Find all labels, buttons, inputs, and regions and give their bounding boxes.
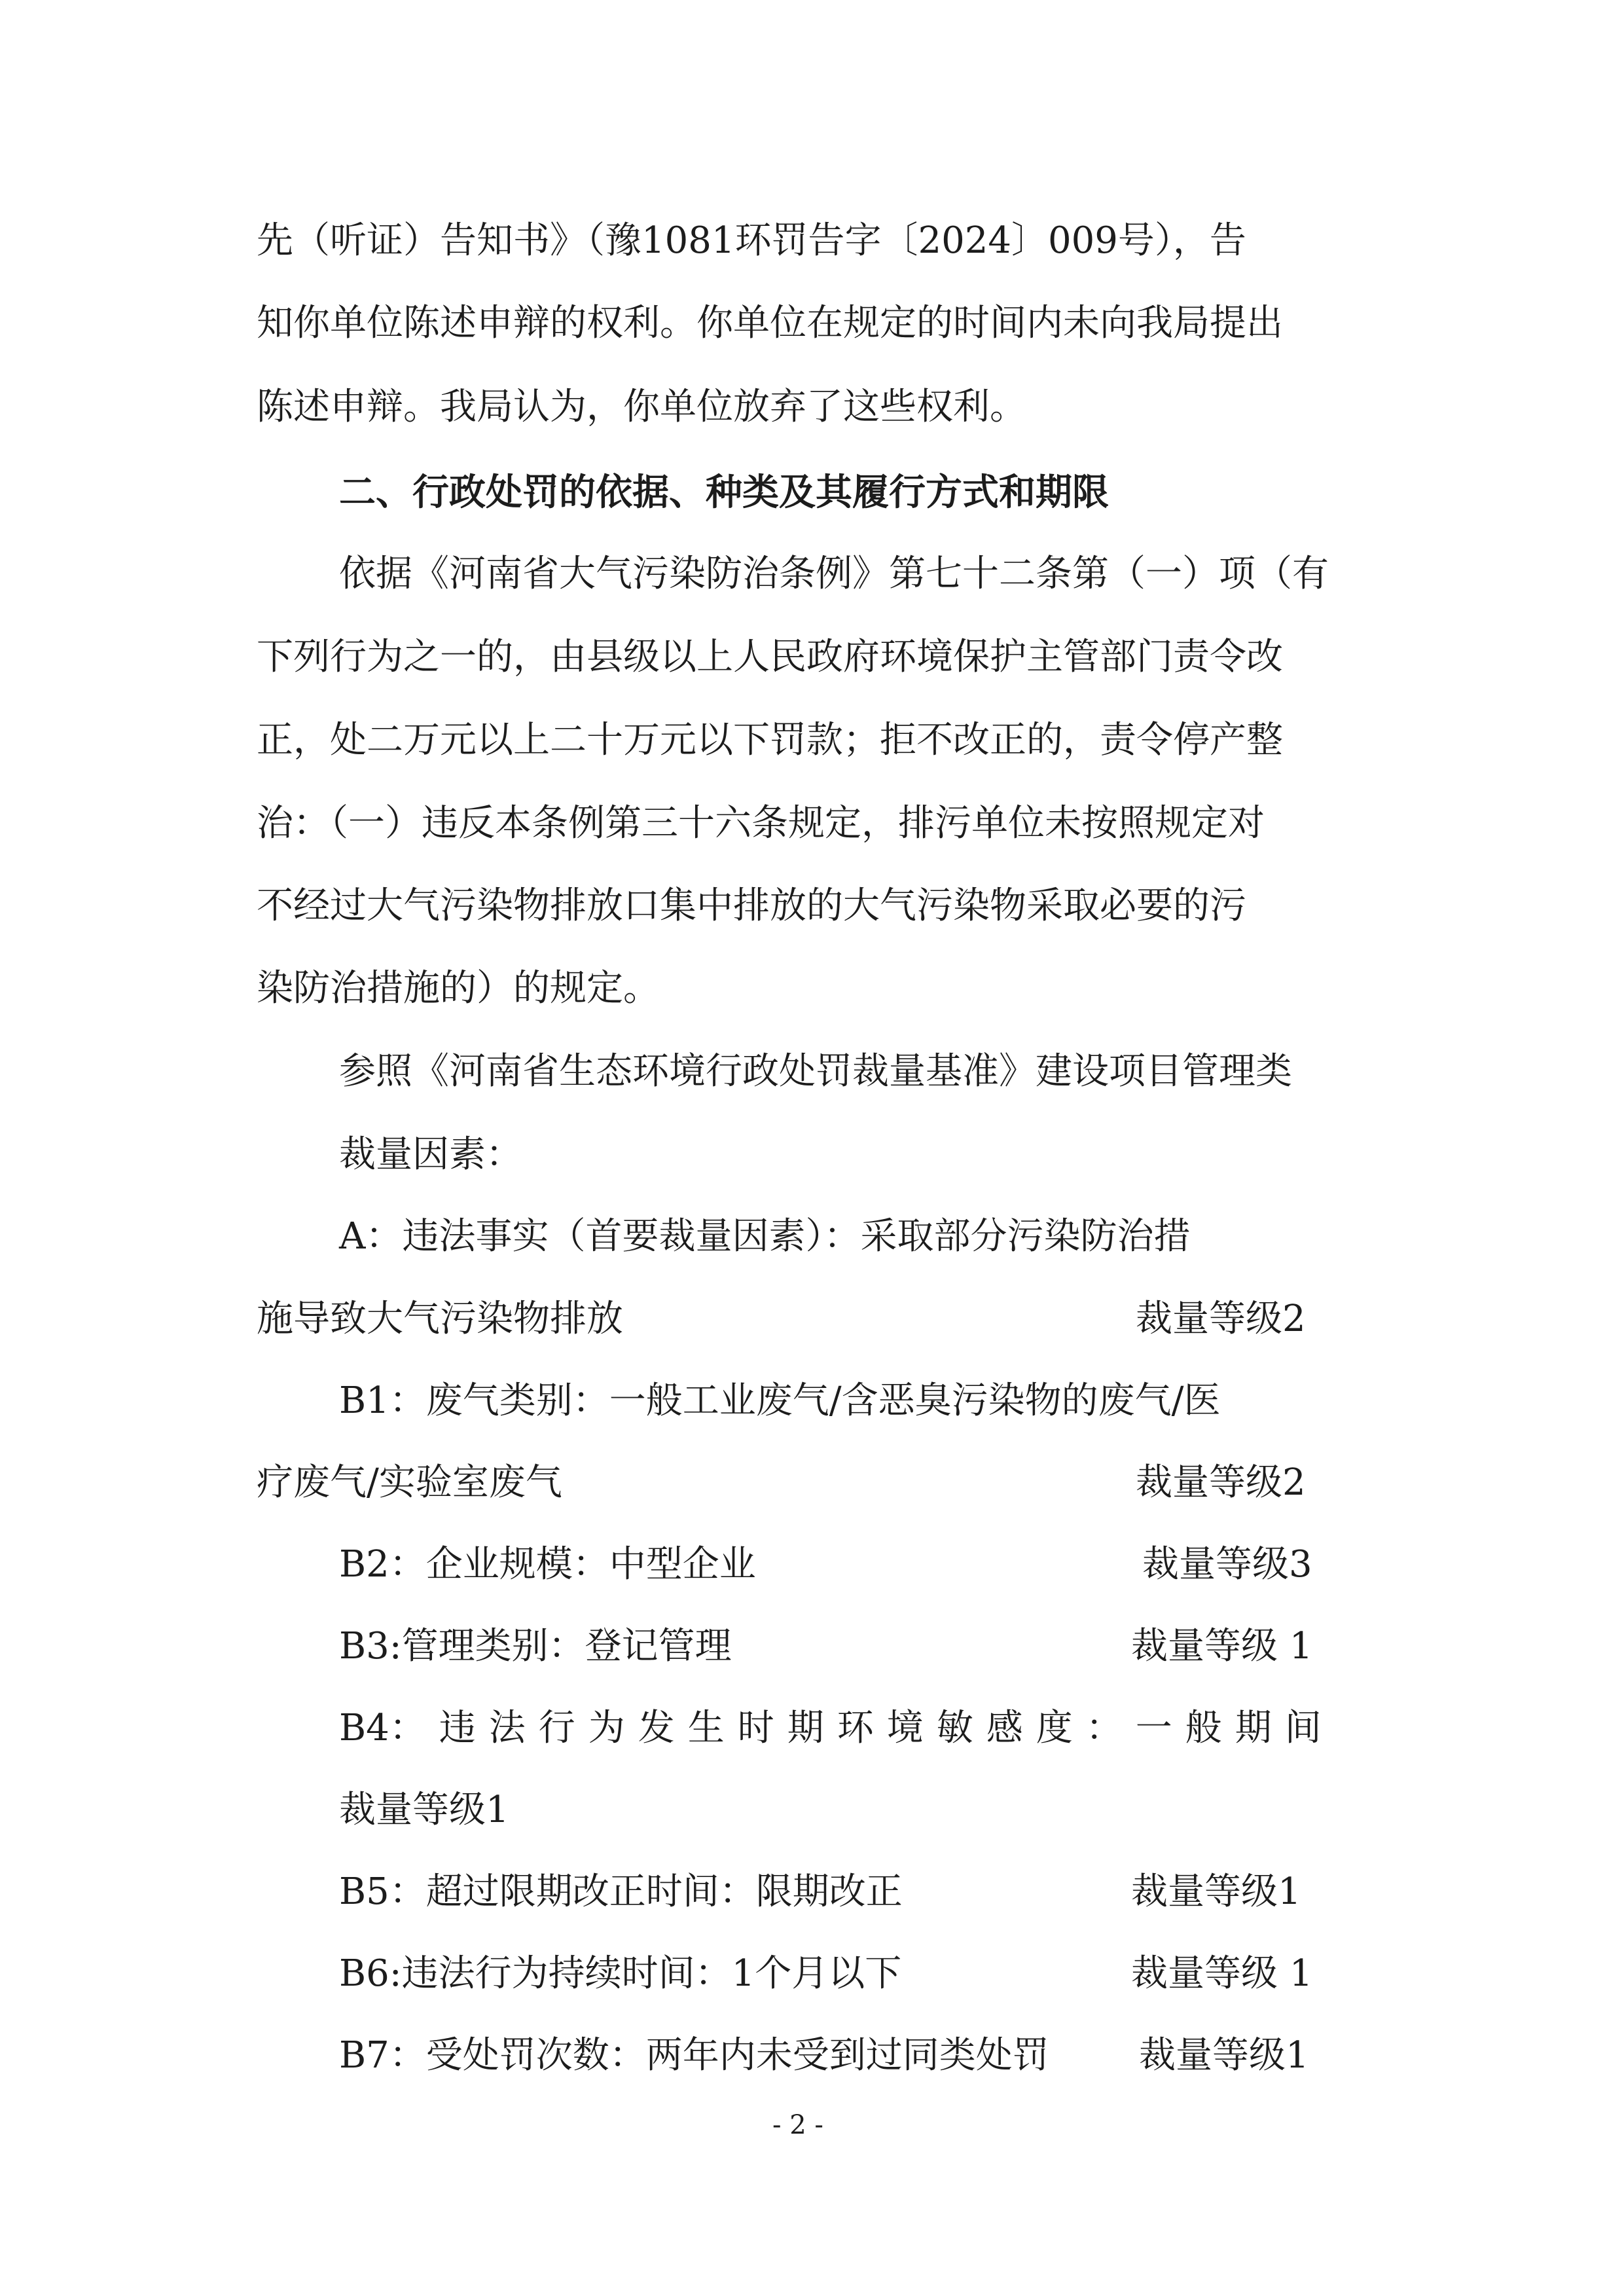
factor-b4-line <box>339 1707 1335 1749</box>
factor-b3-level: 裁量等级 1 <box>1131 1625 1313 1667</box>
factor-a-level: 裁量等级2 <box>1136 1298 1306 1340</box>
paragraph-line: 依据《河南省大气污染防治条例》第七十二条第（一）项（有 <box>339 553 1329 595</box>
factor-b1-text: B1：废气类别：一般工业废气/含恶臭污染物的废气/医 <box>339 1379 1221 1422</box>
factor-b2-level: 裁量等级3 <box>1142 1543 1312 1586</box>
paragraph-line: 不经过大气污染物排放口集中排放的大气污染物采取必要的污 <box>257 884 1246 927</box>
paragraph-line: 参照《河南省生态环境行政处罚裁量基准》建设项目管理类 <box>339 1050 1292 1093</box>
factor-b7-level: 裁量等级1 <box>1139 2034 1309 2077</box>
factor-b1-level: 裁量等级2 <box>1136 1461 1306 1504</box>
section-heading: 二、行政处罚的依据、种类及其履行方式和期限 <box>339 471 1109 514</box>
paragraph-line: 裁量因素： <box>339 1133 522 1176</box>
factor-b5-text: B5：超过限期改正时间：限期改正 <box>339 1870 903 1913</box>
paragraph-line: 染防治措施的）的规定。 <box>257 967 660 1010</box>
paragraph-line: 知你单位陈述申辩的权利。你单位在规定的时间内未向我局提出 <box>257 302 1283 344</box>
factor-a-text: A：违法事实（首要裁量因素）：采取部分污染防治措 <box>339 1215 1191 1258</box>
paragraph-line: 正，处二万元以上二十万元以下罚款；拒不改正的，责令停产整 <box>257 719 1283 761</box>
factor-b2-text: B2：企业规模：中型企业 <box>339 1543 756 1586</box>
factor-b4-label: B4： <box>339 1707 426 1749</box>
factor-b5-level: 裁量等级1 <box>1131 1870 1301 1913</box>
factor-b1-text: 疗废气/实验室废气 <box>257 1461 562 1504</box>
page-number: - 2 - <box>772 2110 823 2140</box>
factor-b4-text: 违法行为发生时期环境敏感度：一般期间 <box>439 1707 1335 1749</box>
factor-b7-text: B7：受处罚次数：两年内未受到过同类处罚 <box>339 2034 1049 2077</box>
factor-a-text: 施导致大气污染物排放 <box>257 1298 623 1340</box>
factor-b6-text: B6:违法行为持续时间：1个月以下 <box>339 1952 902 1995</box>
factor-b4-level: 裁量等级1 <box>339 1789 509 1831</box>
paragraph-line: 治：（一）违反本条例第三十六条规定，排污单位未按照规定对 <box>257 802 1265 845</box>
paragraph-line: 陈述申辩。我局认为，你单位放弃了这些权利。 <box>257 386 1026 428</box>
paragraph-line: 先（听证）告知书》（豫1081环罚告字〔2024〕009号），告 <box>257 219 1246 262</box>
factor-b3-text: B3:管理类别：登记管理 <box>339 1625 732 1667</box>
paragraph-line: 下列行为之一的，由县级以上人民政府环境保护主管部门责令改 <box>257 636 1283 678</box>
factor-b6-level: 裁量等级 1 <box>1131 1952 1313 1995</box>
